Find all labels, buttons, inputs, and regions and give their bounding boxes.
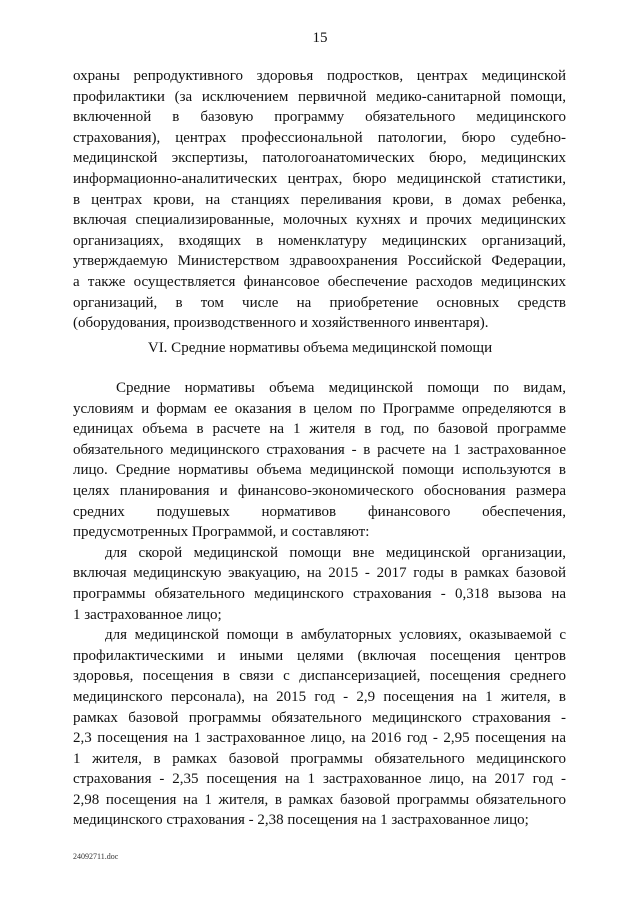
text-line: включая специализированные, молочных кухнях и прочих медицинских xyxy=(73,212,566,229)
text-line: целях планирования и финансово-экономического обоснования размера xyxy=(73,482,566,499)
text-line: (оборудования, производственного и хозяйственного инвентаря). xyxy=(73,315,489,332)
text-line: охраны репродуктивного здоровья подростков, центрах медицинской xyxy=(73,68,566,84)
text-line: страхования - 2,35 посещения на 1 застрахованное лицо, на 2017 год - xyxy=(73,771,566,788)
text-line: информационно-аналитических центрах, бюро медицинской статистики, xyxy=(73,170,566,187)
text-line: предусмотренных Программой, и составляют: xyxy=(73,524,370,541)
text-line: страхования), центрах профессиональной патологии, бюро судебно- xyxy=(73,129,566,146)
text-line: профилактическими и иными целями (включая посещения центров xyxy=(73,647,566,664)
page-number: 15 xyxy=(312,30,328,46)
text-line: 2,3 посещения на 1 застрахованное лицо, на 2016 год - 2,95 посещения на xyxy=(73,730,566,747)
text-line: программы обязательного медицинского страхования - 0,318 вызова на xyxy=(73,585,566,602)
text-line: 2,98 посещения на 1 жителя, в рамках базовой программы обязательного xyxy=(73,791,566,808)
text-line: медицинского страхования - 2,38 посещения на 1 застрахованное лицо; xyxy=(73,812,529,829)
text-line: медицинского персонала), на 2015 год - 2,9 посещения на 1 жителя, в xyxy=(73,688,566,705)
text-line: рамках базовой программы обязательного медицинского страхования - xyxy=(73,709,566,726)
paragraph-emergency-care xyxy=(73,543,566,625)
text-line: средних подушевых нормативов финансового обеспечения, xyxy=(73,503,566,520)
text-line: здоровья, посещения в связи с диспансеризацией, посещения среднего xyxy=(73,668,566,685)
section-body xyxy=(73,378,566,831)
text-line: единицах объема в расчете на 1 жителя в год, по базовой программе xyxy=(73,421,566,438)
text-line: лицо. Средние нормативы объема медицинской помощи используются в xyxy=(73,462,566,479)
text-line: 1 жителя, в рамках базовой программы обязательного медицинского xyxy=(73,750,566,767)
text-line: в центрах крови, на станциях переливания крови, в домах ребенка, xyxy=(73,191,566,208)
text-line: включенной в базовую программу обязательного медицинского xyxy=(73,109,566,126)
text-line: утверждаемую Министерством здравоохранения Российской Федерации, xyxy=(73,253,566,270)
text-line: Средние нормативы объема медицинской помощи по видам, xyxy=(116,380,566,396)
text-line: а также осуществляется финансовое обеспечение расходов медицинских xyxy=(73,273,566,290)
text-line: организациях, входящих в номенклатуру медицинских организаций, xyxy=(73,232,566,249)
text-line: медицинской экспертизы, патологоанатомических бюро, медицинских xyxy=(73,150,566,167)
paragraph-outpatient-care xyxy=(73,625,566,831)
text-line: обязательного медицинского страхования - в расчете на 1 застрахованное xyxy=(73,441,566,458)
paragraph-norms-intro xyxy=(73,378,566,543)
text-line: условиям и формам ее оказания в целом по Программе определяются в xyxy=(73,400,566,417)
text-line: для скорой медицинской помощи вне медицинской организации, xyxy=(105,544,566,561)
section-heading: VI. Средние нормативы объема медицинской помощи xyxy=(147,340,493,356)
text-line: профилактики (за исключением первичной медико-санитарной помощи, xyxy=(73,88,566,105)
text-line: 1 застрахованное лицо; xyxy=(73,606,222,623)
footer-filename: 24092711.doc xyxy=(73,852,119,861)
text-line: включая медицинскую эвакуацию, на 2015 - 2017 годы в рамках базовой xyxy=(73,565,566,582)
text-line: для медицинской помощи в амбулаторных условиях, оказываемой с xyxy=(105,627,566,644)
paragraph-continuation xyxy=(73,66,566,334)
text-line: организаций, в том числе на приобретение основных средств xyxy=(73,294,566,311)
